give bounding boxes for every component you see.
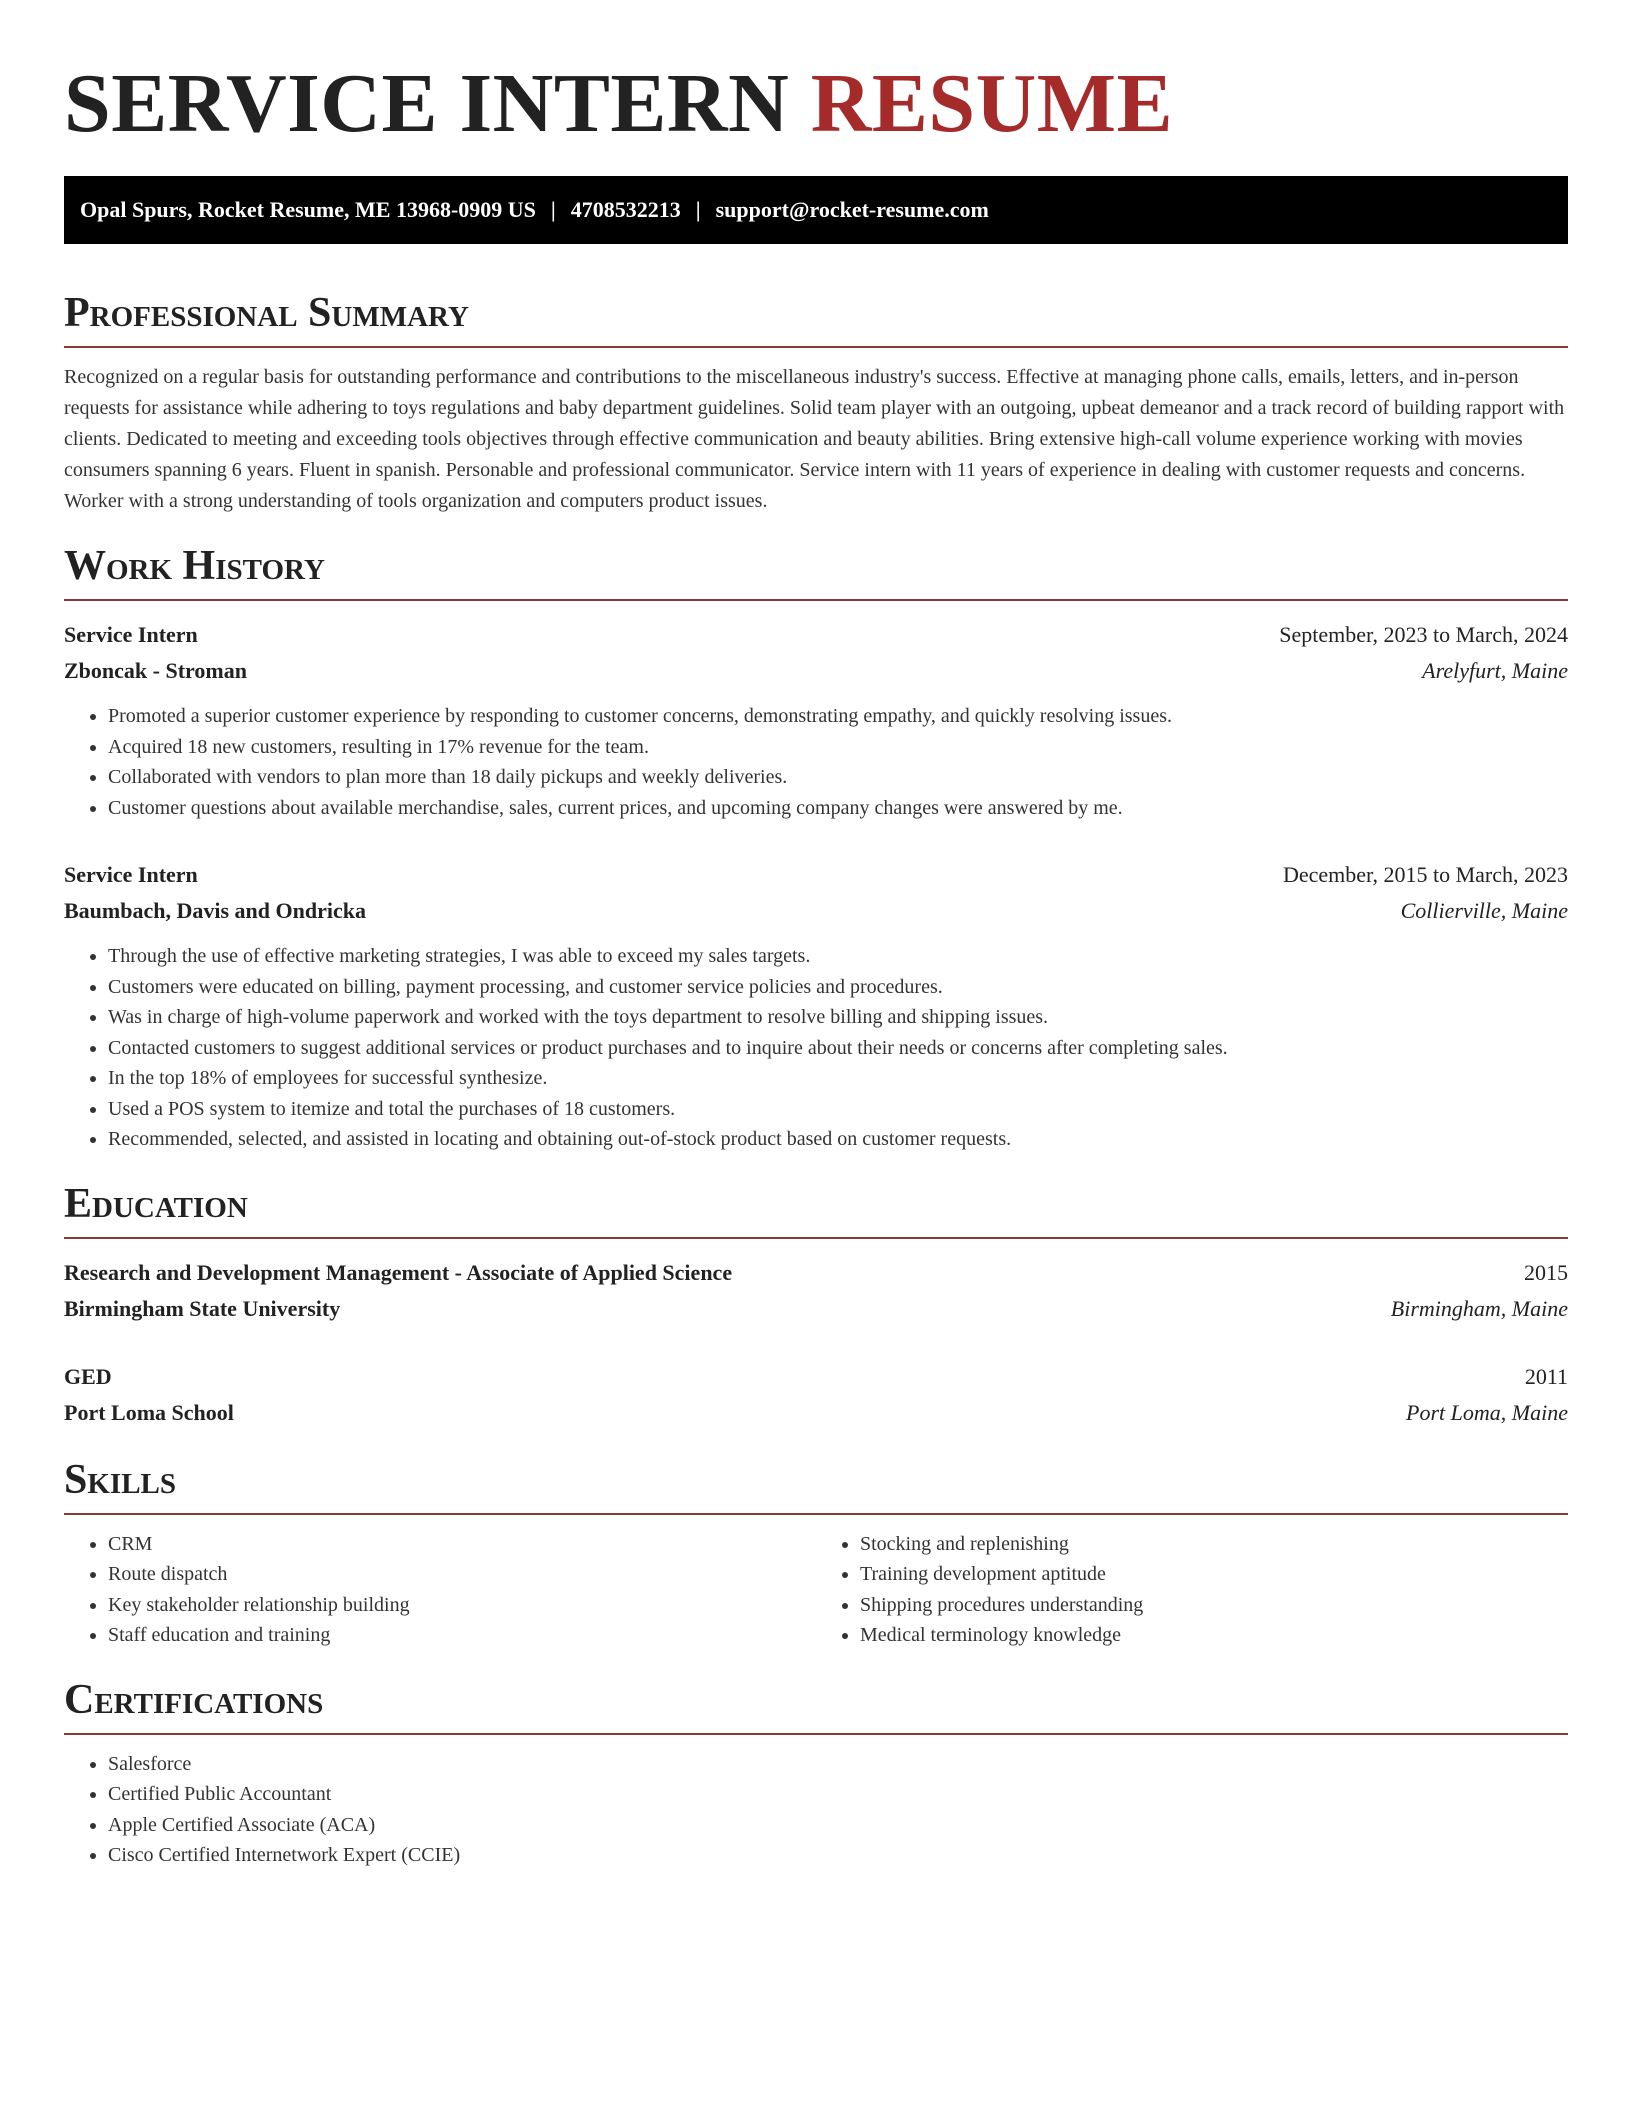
job-bullet: • Through the use of effective marketing strategies, I was able to exceed my sales targets. [108,941,1568,972]
degree-row [64,1255,1568,1291]
resume-title-accent: RESUME [810,57,1174,150]
job-title: Service Intern [64,622,198,647]
job-entry [64,617,1568,823]
job-bullet: • Acquired 18 new customers, resulting in 17% revenue for the team. [108,732,1568,763]
skill-item: • Route dispatch [108,1559,816,1590]
certifications-list [64,1749,1568,1871]
certifications-section [64,1673,1568,1871]
contact-email: support@rocket-resume.com [715,197,989,222]
job-bullet: • Was in charge of high-volume paperwork and worked with the toys department to resolve billing and shipping issues. [108,1002,1568,1033]
job-location: Collierville, Maine [1400,898,1568,923]
contact-bar [64,176,1568,244]
certifications-heading: Certifications [64,1673,1568,1735]
education-entry [64,1359,1568,1431]
job-bullet: • Contacted customers to suggest additional services or product purchases and to inquire about their needs or concerns after completing sales. [108,1033,1568,1064]
job-title-row [64,857,1568,893]
skill-item: • Medical terminology knowledge [860,1620,1568,1651]
job-bullet: • Customer questions about available merchandise, sales, current prices, and upcoming company changes were answered by me. [108,793,1568,824]
skill-item: • Shipping procedures understanding [860,1590,1568,1621]
certification-item: • Cisco Certified Internetwork Expert (CCIE) [108,1840,1568,1871]
school-name: Birmingham State University [64,1295,341,1321]
resume-title [64,0,1568,152]
job-bullet: • Recommended, selected, and assisted in locating and obtaining out-of-stock product based on customer requests. [108,1124,1568,1155]
degree-year: 2011 [1524,1363,1568,1389]
job-company-row [64,653,1568,689]
school-location: Port Loma, Maine [1406,1399,1568,1425]
summary-section [64,286,1568,517]
resume-page [64,0,1568,1871]
skills-list-right [816,1529,1568,1651]
contact-separator: | [695,197,701,222]
school-name: Port Loma School [64,1399,234,1425]
job-bullet: • Collaborated with vendors to plan more than 18 daily pickups and weekly deliveries. [108,762,1568,793]
contact-separator: | [550,197,556,222]
skill-item: • Staff education and training [108,1620,816,1651]
education-section [64,1177,1568,1431]
job-dates: September, 2023 to March, 2024 [1279,622,1568,647]
summary-heading: Professional Summary [64,286,1568,348]
job-entry [64,857,1568,1155]
skills-section [64,1453,1568,1651]
skill-item: • Key stakeholder relationship building [108,1590,816,1621]
job-dates: December, 2015 to March, 2023 [1282,862,1568,887]
skill-item: • CRM [108,1529,816,1560]
degree-name: Research and Development Management - Associate of Applied Science [64,1259,733,1285]
contact-address: Opal Spurs, Rocket Resume, ME 13968-0909 US [80,197,536,222]
certification-item: • Certified Public Accountant [108,1779,1568,1810]
work-history-heading: Work History [64,539,1568,601]
job-title: Service Intern [64,862,198,887]
degree-name: GED [64,1363,112,1389]
education-entry [64,1255,1568,1327]
job-bullet: • Used a POS system to itemize and total the purchases of 18 customers. [108,1094,1568,1125]
certification-item: • Apple Certified Associate (ACA) [108,1810,1568,1841]
degree-year: 2015 [1524,1259,1568,1285]
skills-heading: Skills [64,1453,1568,1515]
job-bullet: • In the top 18% of employees for successful synthesize. [108,1063,1568,1094]
job-title-row [64,617,1568,653]
skill-item: • Training development aptitude [860,1559,1568,1590]
education-heading: Education [64,1177,1568,1239]
contact-phone: 4708532213 [570,197,681,222]
degree-row [64,1359,1568,1395]
job-location: Arelyfurt, Maine [1422,658,1568,683]
skill-item: • Stocking and replenishing [860,1529,1568,1560]
job-company-row [64,893,1568,929]
skills-grid [64,1529,1568,1651]
job-bullets [64,941,1568,1155]
work-history-section [64,539,1568,1155]
school-row [64,1291,1568,1327]
job-bullet: • Customers were educated on billing, payment processing, and customer service policies and procedures. [108,972,1568,1003]
school-row [64,1395,1568,1431]
school-location: Birmingham, Maine [1390,1295,1568,1321]
skills-list-left [64,1529,816,1651]
job-company: Zboncak - Stroman [64,658,247,683]
job-company: Baumbach, Davis and Ondricka [64,898,366,923]
summary-text: Recognized on a regular basis for outstanding performance and contributions to the miscellaneous industry's success. Effective at managing phone calls, emails, letters, and in-person requests for assistance while adhering to toys regulations and baby department guidelines. Solid team player with an outgoing, upbeat demeanor and a track record of building rapport with clients. Dedicated to meeting and exceeding tools objectives through effective communication and beauty abilities. Bring extensive high-call volume experience working with movies consumers spanning 6 years. Fluent in spanish. Personable and professional communicator. Service intern with 11 years of experience in dealing with customer requests and concerns. Worker with a strong understanding of tools organization and computers product issues. [64,366,1565,512]
job-bullet: • Promoted a superior customer experience by responding to customer concerns, demonstrating empathy, and quickly resolving issues. [108,701,1568,732]
job-bullets [64,701,1568,823]
resume-title-main: SERVICE INTERN [64,57,790,150]
certification-item: • Salesforce [108,1749,1568,1780]
